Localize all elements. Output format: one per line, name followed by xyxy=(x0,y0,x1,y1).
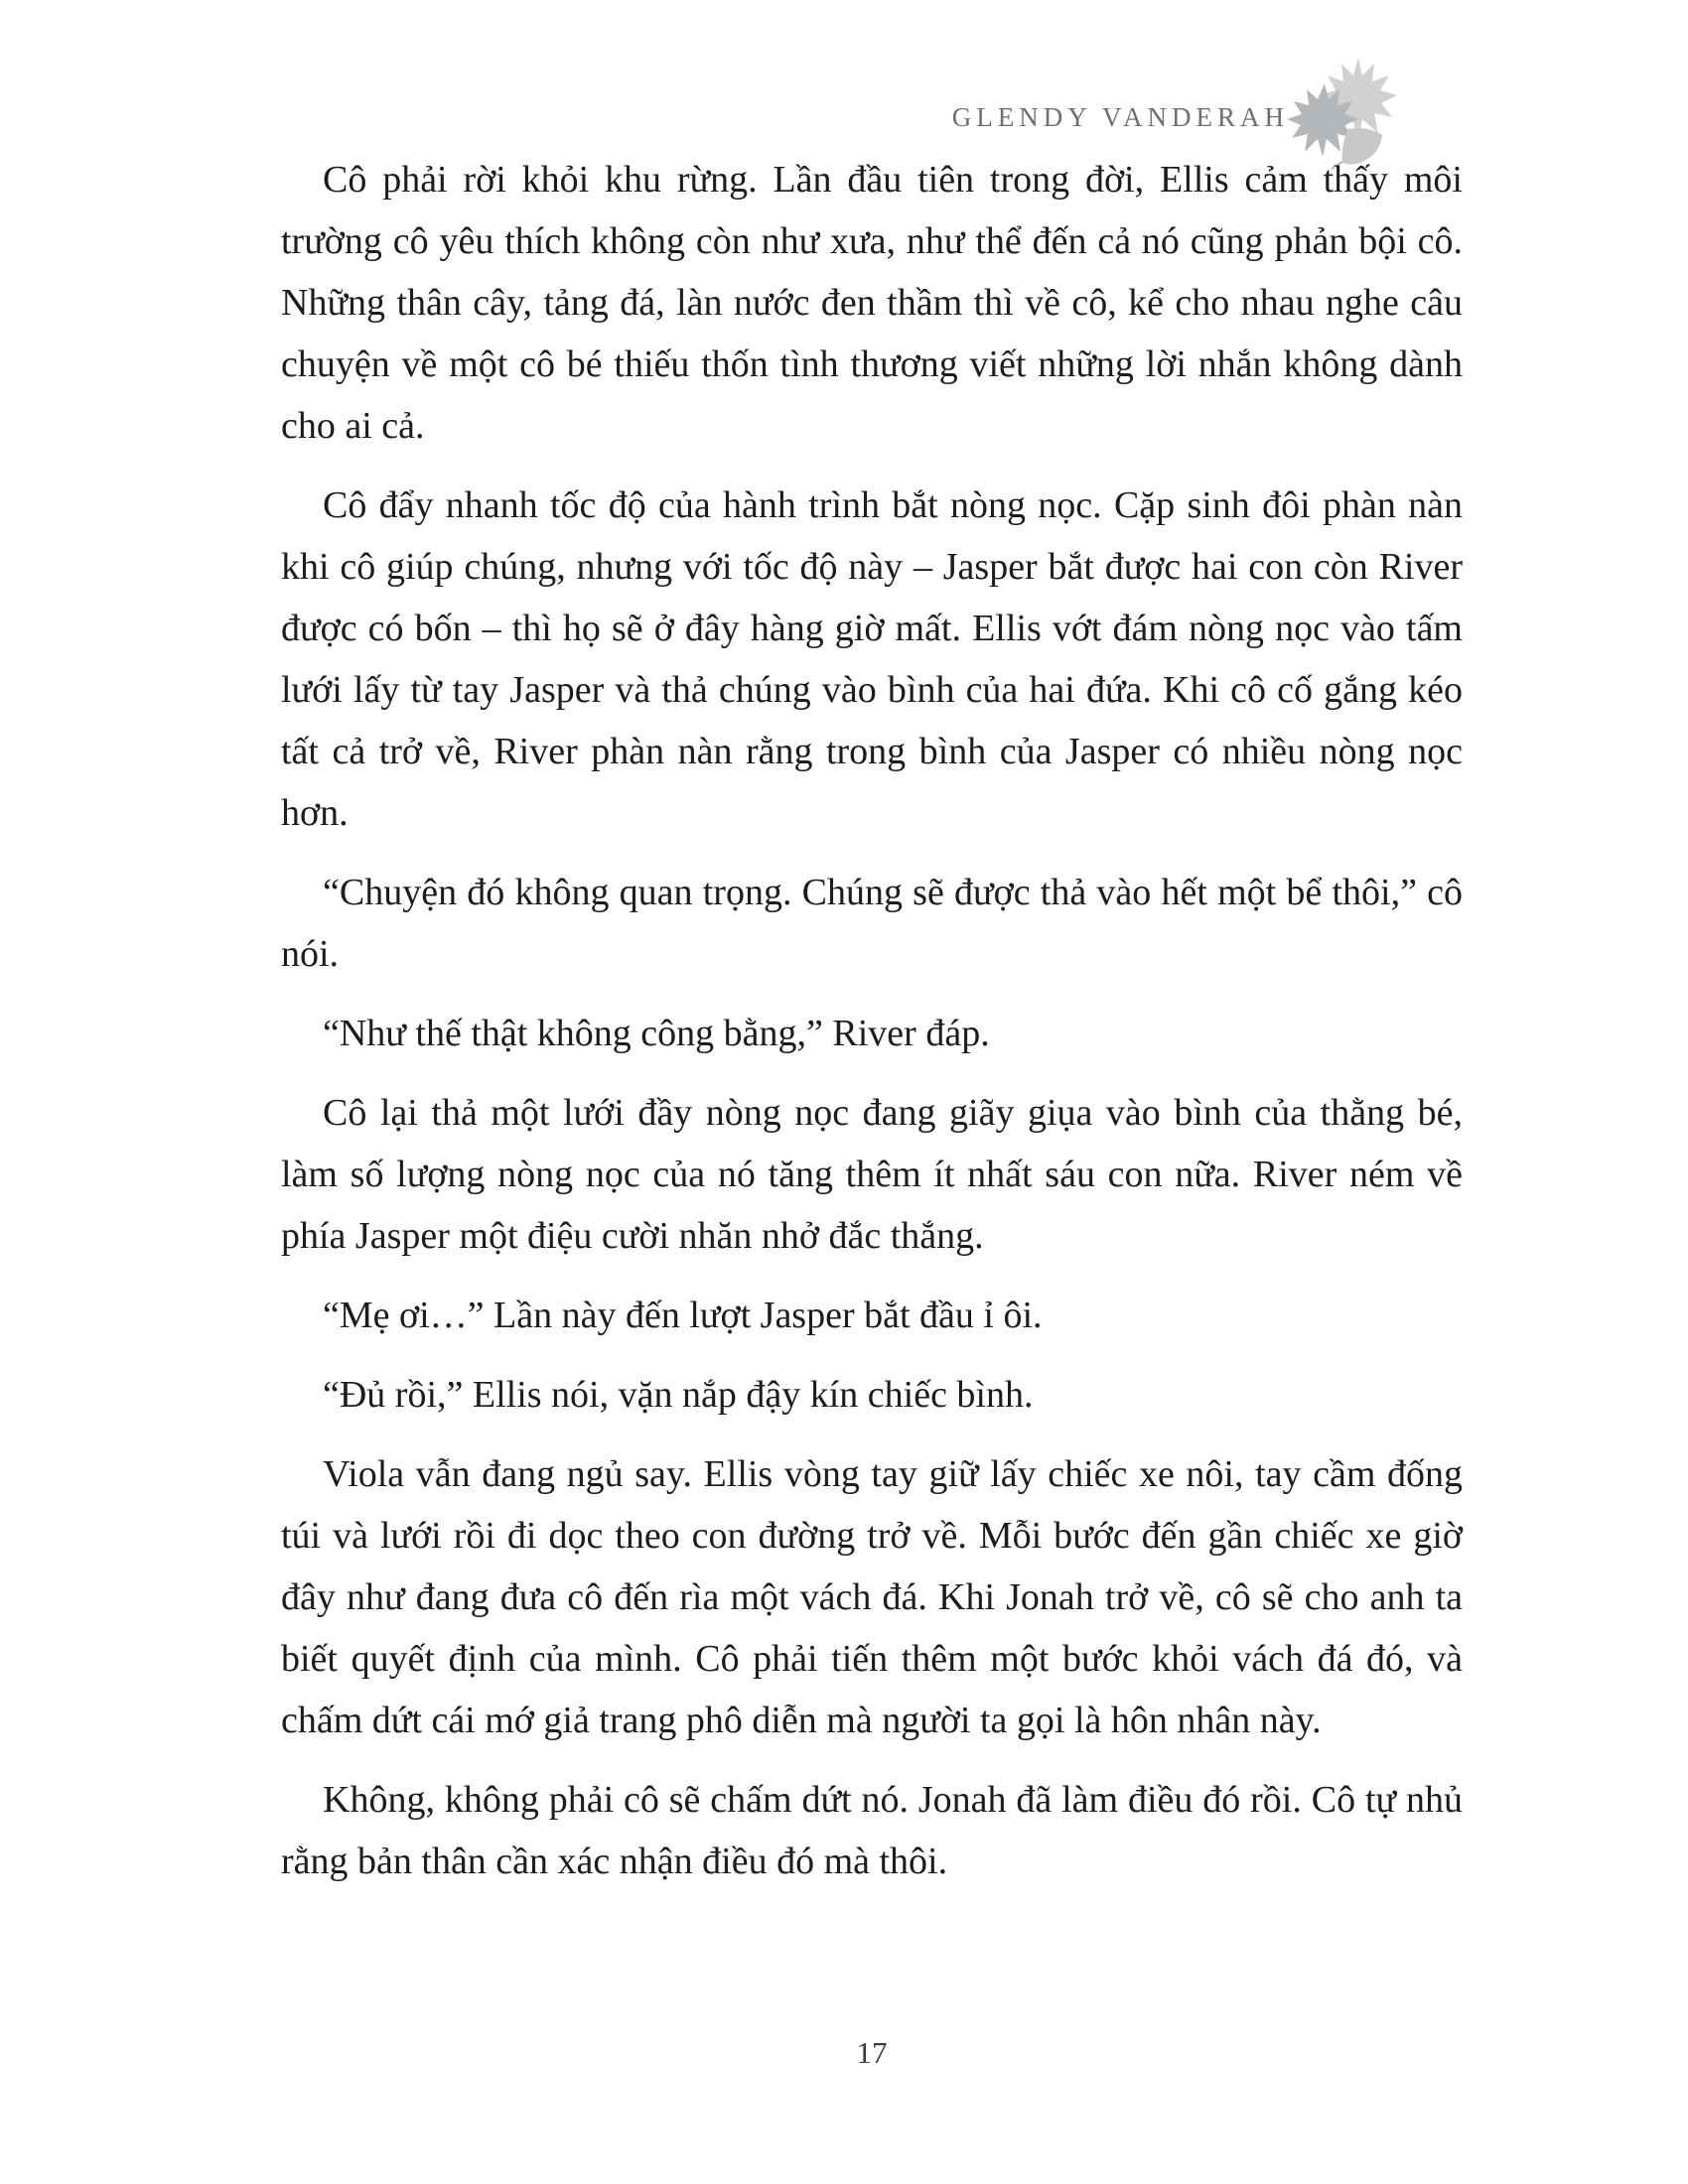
page-text xyxy=(281,149,1463,1892)
paragraph: Viola vẫn đang ngủ say. Ellis vòng tay giữ lấy chiếc xe nôi, tay cầm đống túi và lưới rồi đi dọc theo con đường trở về. Mỗi bước đến gần chiếc xe giờ đây như đang đưa cô đến rìa một vách đá. Khi Jonah trở về, cô sẽ cho anh ta biết quyết định của mình. Cô phải tiến thêm một bước khỏi vách đá đó, và chấm dứt cái mớ giả trang phô diễn mà người ta gọi là hôn nhân này. xyxy=(281,1453,1463,1741)
paragraph: “Mẹ ơi…” Lần này đến lượt Jasper bắt đầu ỉ ôi. xyxy=(323,1295,1043,1336)
paragraph: Cô phải rời khỏi khu rừng. Lần đầu tiên trong đời, Ellis cảm thấy môi trường cô yêu thích không còn như xưa, như thể đến cả nó cũng phản bội cô. Những thân cây, tảng đá, làn nước đen thầm thì về cô, kể cho nhau nghe câu chuyện về một cô bé thiếu thốn tình thương viết những lời nhắn không dành cho ai cả. xyxy=(281,159,1463,447)
page-number: 17 xyxy=(856,2035,888,2070)
paragraph: Cô lại thả một lưới đầy nòng nọc đang giãy giụa vào bình của thằng bé, làm số lượng nòng nọc của nó tăng thêm ít nhất sáu con nữa. River ném về phía Jasper một điệu cười nhăn nhở đắc thắng. xyxy=(281,1092,1463,1257)
paragraph: Không, không phải cô sẽ chấm dứt nó. Jonah đã làm điều đó rồi. Cô tự nhủ rằng bản thân cần xác nhận điều đó mà thôi. xyxy=(281,1779,1463,1882)
paragraph: “Như thế thật không công bằng,” River đáp. xyxy=(323,1013,990,1054)
paragraph: “Đủ rồi,” Ellis nói, vặn nắp đậy kín chiếc bình. xyxy=(323,1374,1034,1416)
running-header-author: GLENDY VANDERAH xyxy=(951,102,1289,132)
paragraph: “Chuyện đó không quan trọng. Chúng sẽ được thả vào hết một bể thôi,” cô nói. xyxy=(281,872,1463,975)
paragraph: Cô đẩy nhanh tốc độ của hành trình bắt nòng nọc. Cặp sinh đôi phàn nàn khi cô giúp chúng, nhưng với tốc độ này – Jasper bắt được hai con còn River được có bốn – thì họ sẽ ở đây hàng giờ mất. Ellis vớt đám nòng nọc vào tấm lưới lấy từ tay Jasper và thả chúng vào bình của hai đứa. Khi cô cố gắng kéo tất cả trở về, River phàn nàn rằng trong bình của Jasper có nhiều nòng nọc hơn. xyxy=(281,484,1463,834)
